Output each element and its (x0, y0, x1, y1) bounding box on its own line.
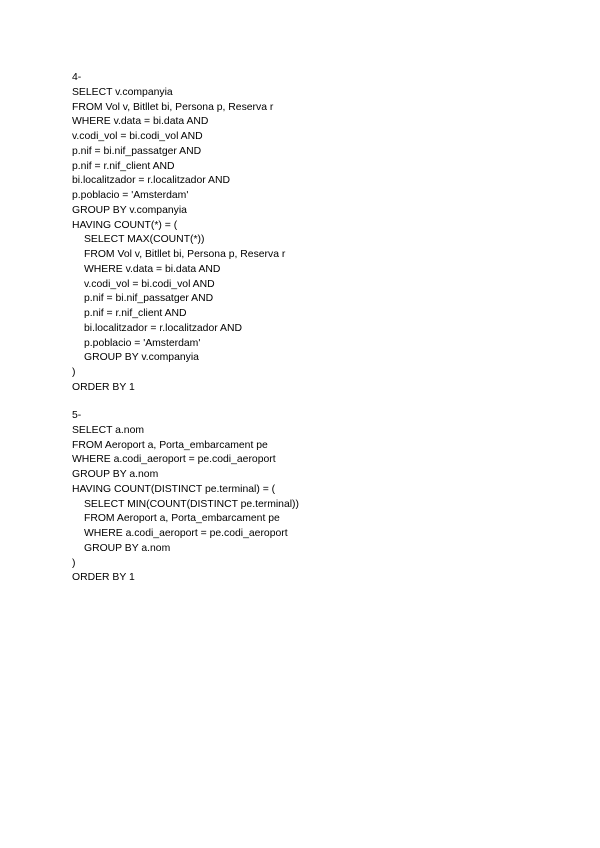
code-line: FROM Aeroport a, Porta_embarcament pe (84, 513, 280, 525)
code-line: SELECT v.companyia (72, 86, 173, 98)
code-line: FROM Vol v, Bitllet bi, Persona p, Reserva r (72, 101, 274, 113)
code-line: v.codi_vol = bi.codi_vol AND (72, 131, 203, 142)
code-line: 5- (72, 410, 82, 421)
code-line: WHERE a.codi_aeroport = pe.codi_aeroport (84, 528, 288, 539)
code-line: WHERE v.data = bi.data AND (72, 116, 209, 128)
code-line: FROM Vol v, Bitllet bi, Persona p, Reserva r (84, 249, 286, 260)
code-line: HAVING COUNT(DISTINCT pe.terminal) = ( (72, 483, 276, 495)
code-line: ) (72, 557, 76, 569)
code-line: ) (72, 367, 76, 378)
code-line: p.nif = r.nif_client AND (84, 308, 187, 319)
code-line: p.nif = bi.nif_passatger AND (72, 145, 202, 157)
code-line: GROUP BY v.companyia (84, 352, 199, 364)
code-line: p.nif = r.nif_client AND (72, 160, 175, 172)
code-line: FROM Aeroport a, Porta_embarcament pe (72, 439, 268, 451)
code-line: 4- (72, 72, 82, 83)
code-line: SELECT MAX(COUNT(*)) (84, 234, 205, 246)
code-line: GROUP BY v.companyia (72, 204, 187, 216)
code-line: ORDER BY 1 (72, 381, 135, 393)
code-line: bi.localitzador = r.localitzador AND (84, 322, 242, 334)
query-block-5 (72, 409, 552, 586)
code-line: HAVING COUNT(*) = ( (72, 219, 178, 231)
code-line: SELECT MIN(COUNT(DISTINCT pe.terminal)) (84, 498, 299, 510)
code-line: v.codi_vol = bi.codi_vol AND (84, 278, 215, 290)
query-block-4 (72, 71, 552, 396)
code-line: p.poblacio = 'Amsterdam' (84, 337, 201, 349)
code-line: ORDER BY 1 (72, 572, 135, 584)
code-line: GROUP BY a.nom (72, 469, 159, 480)
code-line: bi.localitzador = r.localitzador AND (72, 175, 230, 187)
code-line: SELECT a.nom (72, 424, 144, 436)
code-line: p.nif = bi.nif_passatger AND (84, 293, 214, 305)
code-line: WHERE a.codi_aeroport = pe.codi_aeroport (72, 454, 276, 466)
code-line: WHERE v.data = bi.data AND (84, 263, 221, 275)
code-line: GROUP BY a.nom (84, 542, 171, 554)
code-line: p.poblacio = 'Amsterdam' (72, 190, 189, 201)
